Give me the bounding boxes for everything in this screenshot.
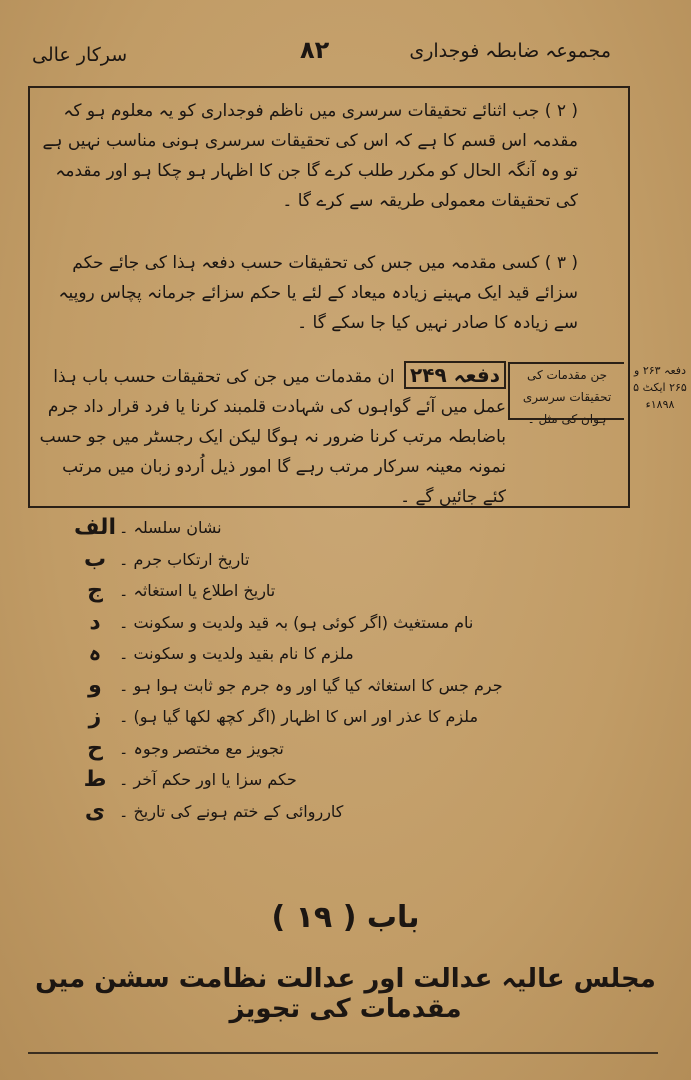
list-letter: ج: [87, 578, 103, 604]
side-reference: دفعہ ۲۶۳ و ۲۶۵ ایکٹ ۵ ۱۸۹۸ء: [633, 364, 687, 411]
list-letter: و: [88, 672, 102, 698]
list-item: [71, 575, 631, 607]
list-text: جرم جس کا استغاثہ کیا گیا اور وہ جرم جو ثابت ہوا ہو ۔: [119, 675, 503, 695]
list-letter: ی: [84, 798, 106, 824]
section-249-text: [38, 360, 506, 512]
list-item: [71, 670, 631, 702]
list-item: [71, 607, 631, 639]
list-text: نام مستغیث (اگر کوئی ہو) بہ قید ولدیت و سکونت ۔: [119, 612, 474, 632]
list-text: تاریخ اطلاع یا استغاثہ ۔: [119, 581, 276, 601]
list-text: تاریخ ارتکاب جرم ۔: [119, 549, 250, 569]
section-body: ان مقدمات میں جن کی تحقیقات حسب باب ہذا عمل میں آئے گواہوں کی شہادت قلمبند کرنا یا فرد قرار داد جرم باضابطہ مرتب کرنا ضرور نہ ہوگا لیکن ایک رجسٹر میں جو حسب نمونہ معینہ سرکار مرتب رہے گا امور ذیل اُردو زبان میں مرتب کئے جائیں گے ۔: [39, 367, 506, 507]
list-item: [71, 544, 631, 576]
list-item: [71, 796, 631, 828]
list-item: [71, 638, 631, 670]
list-text: حکم سزا یا اور حکم آخر ۔: [119, 770, 297, 790]
list-text: تجویز مع مختصر وجوہ ۔: [119, 738, 284, 758]
list-item: [71, 733, 631, 765]
list-item: [71, 701, 631, 733]
list-text: ملزم کا عذر اور اس کا اظہار (اگر کچھ لکھا گیا ہو) ۔: [119, 707, 479, 727]
section-title: سرکار عالی: [32, 44, 128, 66]
list-letter: ز: [88, 704, 102, 730]
list-text: کارروائی کے ختم ہونے کی تاریخ ۔: [119, 801, 344, 821]
book-title: مجموعہ ضابطہ فوجداری: [409, 40, 611, 62]
list-letter: د: [89, 609, 101, 635]
list-item: [71, 764, 631, 796]
list-letter: الف: [73, 515, 116, 541]
page-number: ۸۲: [300, 36, 330, 64]
list-item: [71, 512, 631, 544]
list-letter: ح: [87, 735, 103, 761]
list-text: نشان سلسلہ ۔: [119, 518, 222, 538]
list-letter: ط: [83, 767, 107, 793]
bottom-rule: [28, 1052, 658, 1054]
paragraph-2: ( ۲ ) جب اثنائے تحقیقات سرسری میں ناظم فوجداری کو یہ معلوم ہو کہ مقدمہ اس قسم کا ہے کہ اس کی تحقیقات سرسری ہونی مناسب نہیں ہے تو وہ آنگہ الحال کو مکرر طلب کرے گا جن کا اظہار ہو چکا ہو اور مقدمہ کی تحقیقات معمولی طریقہ سے کرے گا ۔: [42, 101, 578, 211]
margin-note: جن مقدمات کی تحقیقات سرسری ہوان کی مثل ۔: [508, 362, 624, 420]
section-heading: دفعہ ۲۴۹: [404, 361, 506, 389]
chapter-number: باب ( ۱۹ ): [271, 900, 420, 935]
chapter-heading: مجلس عالیہ عدالت اور عدالت نظامت سشن میں مقدمات کی تجویز: [35, 964, 656, 1024]
list-letter: ب: [83, 546, 107, 572]
register-items-list: [71, 512, 631, 827]
paragraph-3: ( ۳ ) کسی مقدمہ میں جس کی تحقیقات حسب دفعہ ہذا کی جائے حکم سزائے قید ایک مہینے زیادہ میعاد کے لئے یا حکم سزائے جرمانہ پچاس روپیہ سے زیادہ کا صادر نہیں کیا جا سکے گا ۔: [58, 253, 578, 333]
list-letter: ہ: [88, 641, 102, 667]
list-text: ملزم کا نام بقید ولدیت و سکونت ۔: [119, 644, 354, 664]
